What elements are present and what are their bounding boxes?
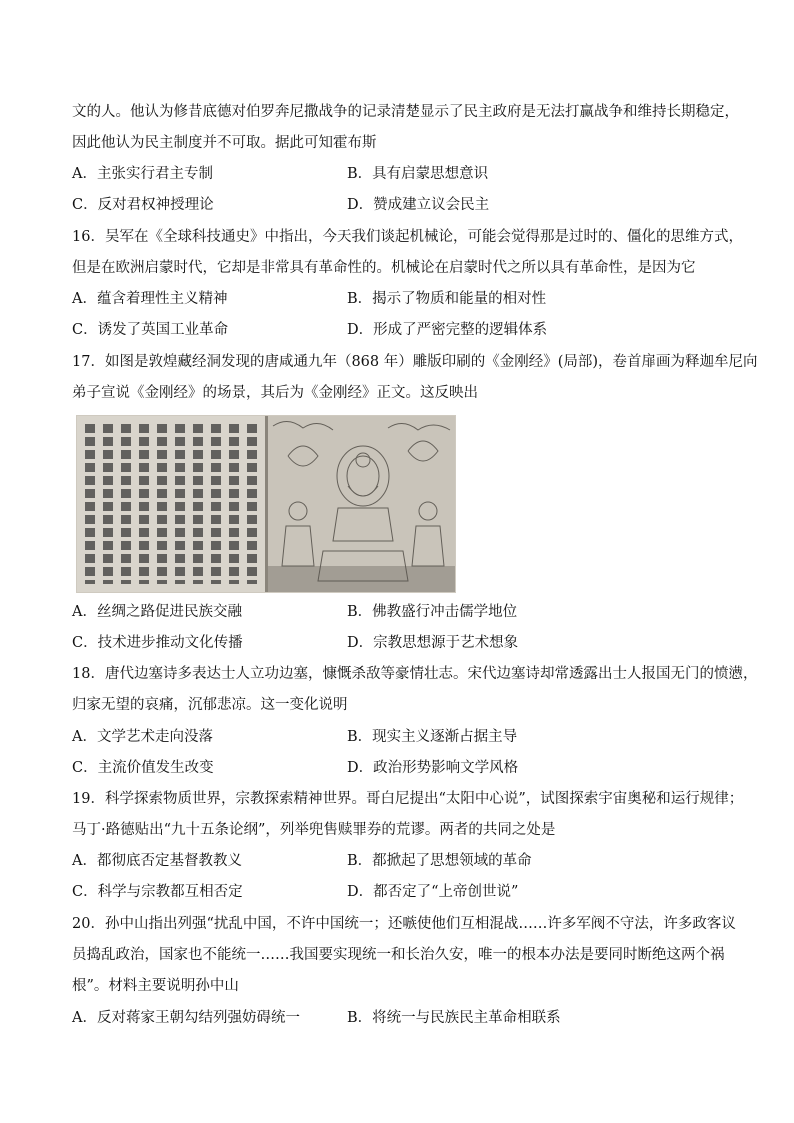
q17-option-b: B．佛教盛行冲击儒学地位 xyxy=(347,604,518,620)
q17-option-c: C．技术进步推动文化传播 xyxy=(72,635,243,651)
q19-option-a: A．都彻底否定基督教教义 xyxy=(72,853,242,869)
q17-option-a: A．丝绸之路促进民族交融 xyxy=(72,604,242,620)
q20-stem-line-3: 根”。材料主要说明孙中山 xyxy=(72,978,239,994)
q18-option-a: A．文学艺术走向没落 xyxy=(72,729,213,745)
q16-stem-line-2: 但是在欧洲启蒙时代，它却是非常具有革命性的。机械论在启蒙时代之所以具有革命性，是因为它 xyxy=(72,260,696,276)
sutra-text-panel xyxy=(77,416,265,592)
q17-stem-line-1: 17．如图是敦煌藏经洞发现的唐咸通九年（868 年）雕版印刷的《金刚经》(局部)，卷首扉画为释迦牟尼向 xyxy=(72,354,758,370)
intro-line-2: 因此他认为民主制度并不可取。据此可知霍布斯 xyxy=(72,135,377,151)
q18-option-d: D．政治形势影响文学风格 xyxy=(347,760,519,776)
q20-stem-line-1: 20．孙中山指出列强“扰乱中国，不许中国统一；还嗾使他们互相混战……许多军阀不守法，许多政客议 xyxy=(72,916,736,932)
diamond-sutra-image xyxy=(76,415,456,593)
q18-option-c: C．主流价值发生改变 xyxy=(72,760,214,776)
q16-option-d: D．形成了严密完整的逻辑体系 xyxy=(347,322,548,338)
q19-option-b: B．都掀起了思想领域的革命 xyxy=(347,853,532,869)
q16-option-a: A．蕴含着理性主义精神 xyxy=(72,291,228,307)
q18-stem-line-1: 18．唐代边塞诗多表达士人立功边塞，慷慨杀敌等豪情壮志。宋代边塞诗却常透露出士人报国无门的愤懑， xyxy=(72,666,758,682)
q19-option-d: D．都否定了“上帝创世说” xyxy=(347,884,519,900)
q19-option-c: C．科学与宗教都互相否定 xyxy=(72,884,243,900)
q15-option-b: B．具有启蒙思想意识 xyxy=(347,166,489,182)
q15-option-c: C．反对君权神授理论 xyxy=(72,197,214,213)
q16-option-c: C．诱发了英国工业革命 xyxy=(72,322,229,338)
intro-line-1: 文的人。他认为修昔底德对伯罗奔尼撒战争的记录清楚显示了民主政府是无法打赢战争和维持长期稳定， xyxy=(72,104,739,120)
q15-option-a: A．主张实行君主专制 xyxy=(72,166,213,182)
q20-option-b: B．将统一与民族民主革命相联系 xyxy=(347,1010,561,1026)
q17-stem-line-2: 弟子宣说《金刚经》的场景，其后为《金刚经》正文。这反映出 xyxy=(72,385,478,401)
q19-stem-line-2: 马丁·路德贴出“九十五条论纲”，列举兜售赎罪券的荒谬。两者的共同之处是 xyxy=(72,822,556,838)
frontispiece-illustration xyxy=(268,416,455,592)
q17-option-d: D．宗教思想源于艺术想象 xyxy=(347,635,519,651)
q15-option-d: D．赞成建立议会民主 xyxy=(347,197,490,213)
q20-option-a: A．反对蒋家王朝勾结列强妨碍统一 xyxy=(72,1010,300,1026)
q18-option-b: B．现实主义逐渐占据主导 xyxy=(347,729,518,745)
q16-option-b: B．揭示了物质和能量的相对性 xyxy=(347,291,547,307)
q16-stem-line-1: 16．吴军在《全球科技通史》中指出，今天我们谈起机械论，可能会觉得那是过时的、僵化的思维方式， xyxy=(72,229,743,245)
q18-stem-line-2: 归家无望的哀痛，沉郁悲凉。这一变化说明 xyxy=(72,697,348,713)
q20-stem-line-2: 员捣乱政治，国家也不能统一……我国要实现统一和长治久安，唯一的根本办法是要同时断绝这两个祸 xyxy=(72,947,725,963)
q19-stem-line-1: 19．科学探索物质世界，宗教探索精神世界。哥白尼提出“太阳中心说”，试图探索宇宙奥秘和运行规律； xyxy=(72,791,744,807)
